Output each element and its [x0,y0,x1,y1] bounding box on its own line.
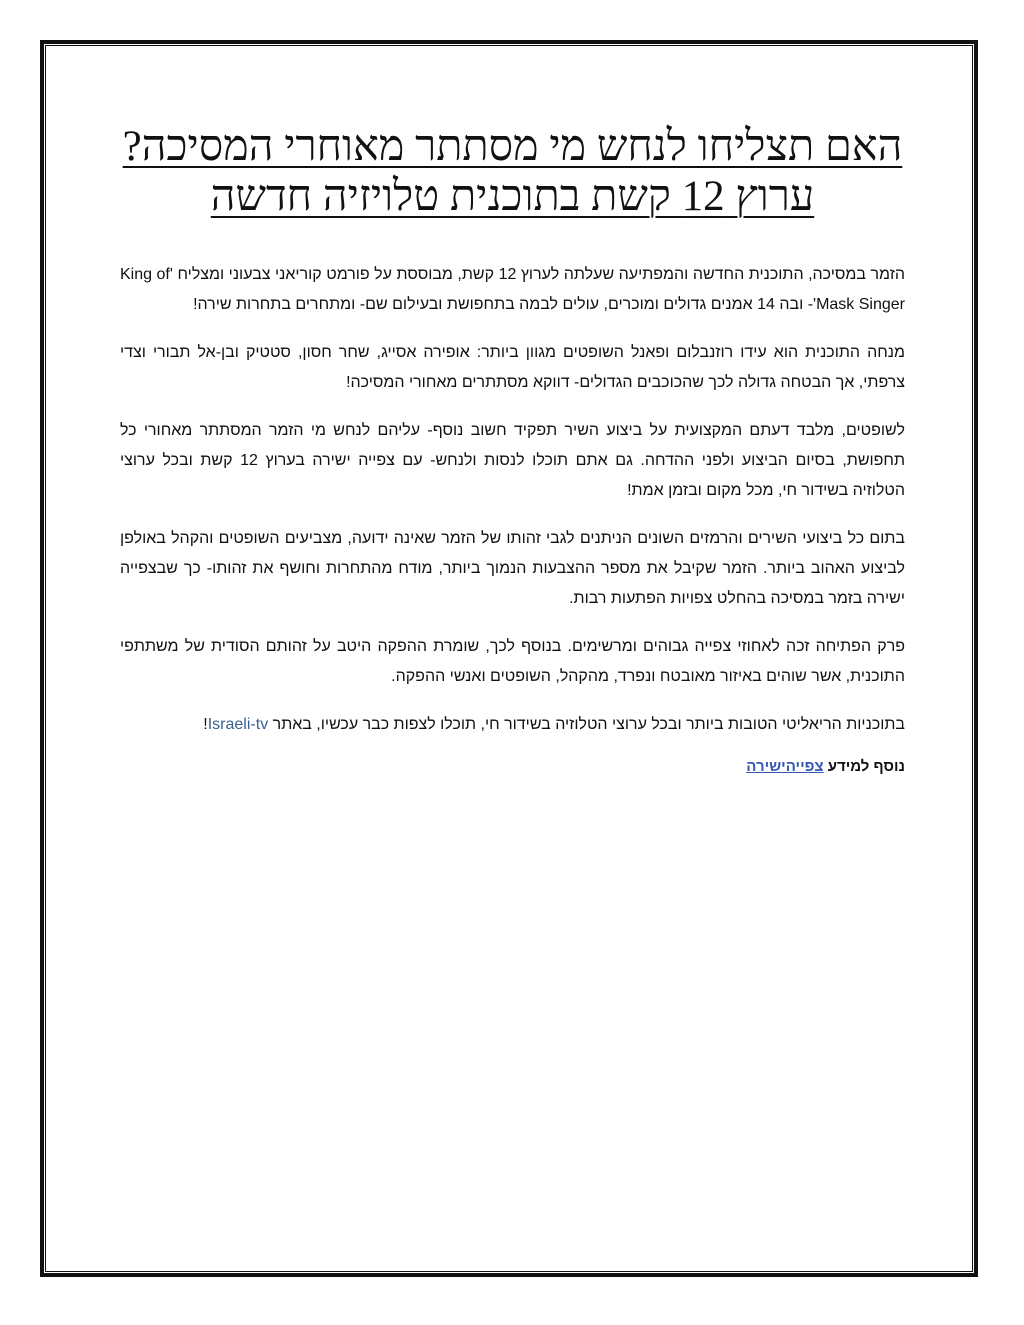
page-title [120,122,905,222]
more-info-label: נוסף למידע [827,758,905,775]
more-info [120,758,905,775]
paragraph-1: הזמר במסיכה, התוכנית החדשה והמפתיעה שעלתה לערוץ 12 קשת, מבוססת על פורמט קוריאני צבעוני ומצליח 'King of Mask Singer'- ובה 14 אמנים גדולים ומוכרים, עולים לבמה בתחפושת ובעילום שם- ומתחרים בתחרות שירה! [120,266,906,313]
paragraph-6-text: בתוכניות הריאליטי הטובות ביותר ובכל ערוצי הטלוזיה בשידור חי, תוכלו לצפות כבר עכשיו, באתר [272,716,905,733]
title-line-1: האם תצליחו לנחש מי מסתתר מאוחרי המסיכה? [122,123,903,170]
paragraph-2: מנחה התוכנית הוא עידו רוזנבלום ופאנל השופטים מגוון ביותר: אופירה אסייג, שחר חסון, סטטיק ובן-אל תבורי וצדי צרפתי, אך הבטחה גדולה לכך שהכוכבים הגדולים- דווקא מסתתרים מאחורי המסיכה! [120,344,905,391]
title-line-2: ערוץ 12 קשת בתוכנית טלויזיה חדשה [210,173,815,220]
paragraph-3: לשופטים, מלבד דעתם המקצועית על ביצוע השיר תפקיד חשוב נוסף- עליהם לנחש מי הזמר המסתתר מאחורי כל תחפושת, בסיום הביצוע ולפני ההדחה. גם אתם תוכלו לנסות ולנחש- עם צפייה ישירה בערוץ 12 קשת ובכל ערוצי הטלוזיה בשידור חי, מכל מקום ובזמן אמת! [120,422,905,499]
paragraph-5: פרק הפתיחה זכה לאחוזי צפייה גבוהים ומרשימים. בנוסף לכך, שומרת ההפקה היטב על זהותם הסודית של משתתפי התוכנית, אשר שוהים באיזור מאובטח ונפרד, מהקהל, השופטים ואנשי ההפקה. [120,638,905,685]
direct-viewing-link[interactable]: צפייהישירה [746,758,824,775]
paragraph-6 [120,710,905,740]
document-body [120,122,905,775]
paragraph-4: בתום כל ביצועי השירים והרמזים השונים הניתנים לגבי זהותו של הזמר שאינה ידועה, מצביעים השופטים והקהל באולפן לביצוע האהוב ביותר. הזמר שקיבל את מספר ההצבעות הנמוך ביותר, מודח מהתחרות וחושף את זהותו- כך שבצפייה ישירה בזמר במסיכה בהחלט צפויות הפתעות רבות. [120,530,905,607]
israeli-tv-link[interactable]: Israeli-tv [207,716,269,733]
paragraph-6-end: ! [203,716,208,733]
